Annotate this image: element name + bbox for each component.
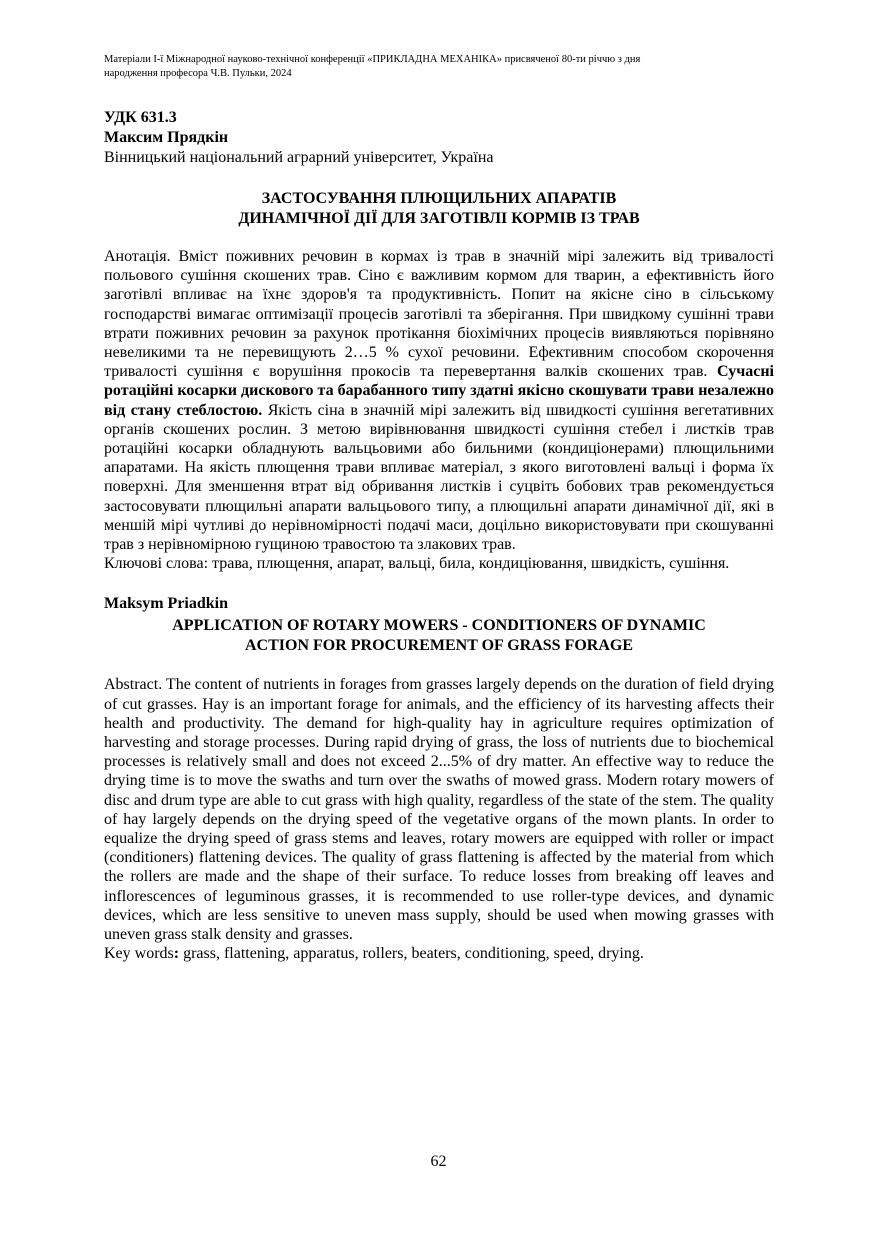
keywords-en-colon: : [173, 945, 180, 963]
abstract-uk-part-2: Якість сіна в значній мірі залежить від швидкості сушіння вегетативних органів скошених рослин. З метою вирівнювання швидкості сушіння стебел і листків трав ротаційні косарки обладнують вальцьовими або бильними (кондиціонерами) плющильними апаратами. На якість плющення трави впливає матеріал, з якого виготовлені вальці і форма їх поверхні. Для зменшення втрат від обривання листків і суцвіть бобових трав рекомендується застосовувати плющильні апарати вальцьового типу, а плющильні апарати динамічної дії, які в меншій мірі чутливі до нерівномірності подачі маси, доцільно використовувати при скошуванні трав з нерівномірною гущиною травостою та злакових трав. [104, 401, 774, 554]
paper-title-en [104, 616, 774, 656]
udk-code: УДК 631.3 [104, 109, 177, 126]
keywords-en-text: grass, flattening, apparatus, rollers, beaters, conditioning, speed, drying. [179, 945, 644, 963]
paper-title-en-line-2: ACTION FOR PROCUREMENT OF GRASS FORAGE [244, 637, 634, 655]
abstract-uk-part-1: Анотація. Вміст поживних речовин в кормах із трав в значній мірі залежить від тривалості польового сушіння скошених трав. Сіно є важливим кормом для тварин, а ефективність його заготівлі впливає на їхнє здоров'я та продуктивність. Попит на якісне сіно в сільському господарстві вимагає оптимізації процесів заготівлі та зберігання. При швидкому сушінні трави втрати поживних речовин за рахунок протікання біохімічних процесів виявляються порівняно невеликими та не перевищують 2…5 % сухої речовини. Ефективним способом скорочення тривалості сушіння є ворушіння прокосів та перевертання валків скошених трав. [104, 248, 774, 381]
paper-title-uk-line-2: ДИНАМІЧНОЇ ДІЇ ДЛЯ ЗАГОТІВЛІ КОРМІВ ІЗ ТРАВ [238, 210, 640, 227]
keywords-uk: Ключові слова: трава, плющення, апарат, вальці, била, кондиціювання, швидкість, сушіння. [104, 555, 730, 573]
running-header-line-1: Матеріали І-ї Міжнародної науково-технічної конференції «ПРИКЛАДНА МЕХАНІКА» присвяченої 80-ти річчю з дня [104, 54, 641, 65]
abstract-uk [104, 247, 774, 554]
keywords-en-label: Key words [104, 945, 174, 963]
paper-title-uk-line-1: ЗАСТОСУВАННЯ ПЛЮЩИЛЬНИХ АПАРАТІВ [261, 190, 617, 207]
running-header-line-2: народження професора Ч.В. Пульки, 2024 [104, 68, 292, 79]
paper-content [104, 108, 774, 964]
paper-title-en-line-1: APPLICATION OF ROTARY MOWERS - CONDITIONERS OF DYNAMIC [172, 617, 706, 635]
author-affiliation: Вінницький національний аграрний університет, Україна [104, 149, 494, 166]
keywords-en [104, 944, 774, 963]
paper-title-uk [104, 189, 774, 229]
author-name-en: Maksym Priadkin [104, 595, 229, 613]
running-header [104, 53, 774, 81]
page-number: 62 [430, 1153, 447, 1170]
author-name-uk: Максим Прядкін [104, 129, 229, 146]
abstract-en: Abstract. The content of nutrients in forages from grasses largely depends on the duration of field drying of cut grasses. Hay is an important forage for animals, and the efficiency of its harvesting affects their health and productivity. The demand for high-quality hay in agriculture requires optimization of harvesting and storage processes. During rapid drying of grass, the loss of nutrients due to biochemical processes is relatively small and does not exceed 2...5% of dry matter. An effective way to reduce the drying time is to move the swaths and turn over the swaths of mowed grass. Modern rotary mowers of disc and drum type are able to cut grass with high quality, regardless of the state of the stem. The quality of hay largely depends on the drying speed of the vegetative organs of the mown plants. In order to equalize the drying speed of grass stems and leaves, rotary mowers are equipped with roller or impact (conditioners) flattening devices. The quality of grass flattening is affected by the material from which the rollers are made and the shape of their surface. To reduce losses from breaking off leaves and inflorescences of leguminous grasses, it is recommended to use roller-type devices, and dynamic devices, which are less sensitive to uneven mass supply, should be used when mowing grasses with uneven grass stalk density and grasses. [104, 676, 774, 944]
abstract-uk-bold-sentence: Сучасні ротаційні косарки дискового та барабанного типу здатні якісно скошувати трави незалежно від стану стеблостою. [104, 363, 774, 419]
